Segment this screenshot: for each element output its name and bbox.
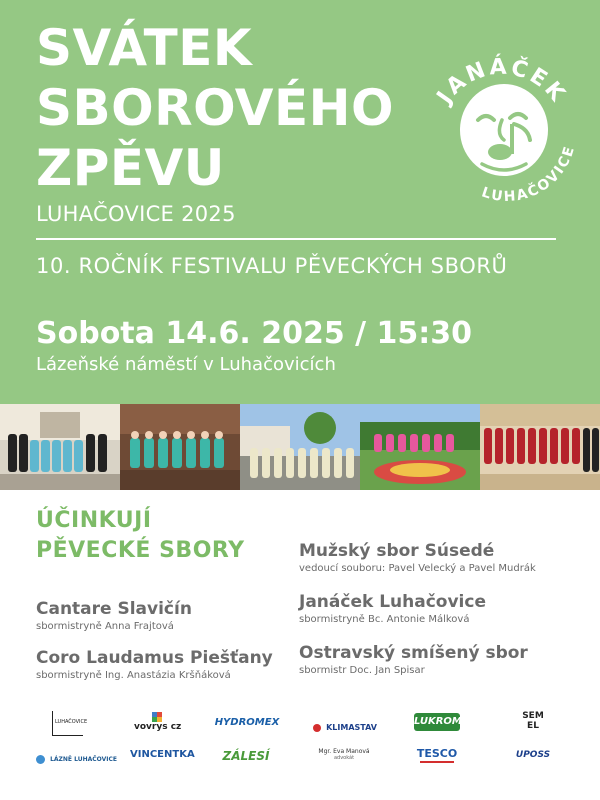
- choir-photo-5: [480, 404, 600, 490]
- vovrys-icon: [152, 712, 162, 722]
- logo-text-luhacovice: LUHAČOVICE: [479, 143, 579, 206]
- event-date-time: Sobota 14.6. 2025 / 15:30: [36, 316, 473, 351]
- sponsor-luhacovice-text: LUHAČOVICE: [55, 719, 88, 725]
- sponsor-uposs-logo: UPOSS: [515, 750, 551, 760]
- choir-leader: sbormistryně Anna Frajtová: [36, 621, 174, 632]
- sponsor-klimastav-text: KLIMASTAV: [326, 723, 377, 732]
- sponsor-manova-name: Mgr. Eva Manová: [318, 748, 370, 755]
- festival-edition: 10. ROČNÍK FESTIVALU PĚVECKÝCH SBORŮ: [36, 254, 508, 278]
- sponsor-vincentka-logo: VINCENTKA: [130, 749, 195, 760]
- event-venue: Lázeňské náměstí v Luhačovicích: [36, 354, 336, 375]
- title-line-2: SBOROVÉHO: [36, 79, 394, 137]
- lazne-icon: [36, 755, 45, 764]
- sponsor-tesco-logo: [414, 747, 460, 763]
- choir-cantare: [36, 599, 192, 632]
- face-with-music-note-icon: [418, 44, 586, 212]
- tesco-stripe: [420, 761, 454, 763]
- sponsor-semel-logo: SEM EL: [522, 711, 544, 731]
- choir-susede: [299, 541, 536, 574]
- sponsor-luhacovice-logo: [52, 711, 88, 736]
- choir-photo-1: [0, 404, 120, 490]
- sponsor-hydromex-logo: HYDROMEX: [214, 717, 280, 728]
- choir-name: Mužský sbor Súsedé: [299, 541, 495, 561]
- choir-photo-3: [240, 404, 360, 490]
- sponsor-zalesi-logo: ZÁLESÍ: [222, 749, 270, 763]
- title-line-1: SVÁTEK: [36, 19, 253, 77]
- performers-heading: [36, 506, 245, 566]
- janacek-logo: [418, 44, 586, 212]
- choir-photo-4: [360, 404, 480, 490]
- choir-leader: sbormistryně Bc. Antonie Málková: [299, 614, 470, 625]
- poster-subtitle: LUHAČOVICE 2025: [36, 202, 236, 226]
- heading-line-2: PĚVECKÉ SBORY: [36, 538, 245, 563]
- logo-text-janacek: JANÁČEK: [432, 54, 572, 109]
- choir-name: Cantare Slavičín: [36, 599, 192, 619]
- choir-name: Janáček Luhačovice: [299, 592, 486, 612]
- choir-name: Ostravský smíšený sbor: [299, 643, 528, 663]
- choir-leader: sbormistr Doc. Jan Spisar: [299, 665, 425, 676]
- choir-janacek: [299, 592, 486, 625]
- choir-leader: sbormistryně Ing. Anastázia Kršňáková: [36, 670, 231, 681]
- sponsor-lazne-text: LÁZNĚ LUHAČOVICE: [50, 756, 117, 763]
- sponsor-vovrys-text: vovrys cz: [134, 722, 182, 732]
- choir-name: Coro Laudamus Piešťany: [36, 648, 273, 668]
- photo-strip: [0, 404, 600, 490]
- choir-leader: vedoucí souboru: Pavel Velecký a Pavel Mudrák: [299, 563, 536, 574]
- klimastav-icon: [313, 724, 321, 732]
- divider-line: [36, 238, 556, 240]
- title-line-3: ZPĚVU: [36, 139, 225, 197]
- choir-photo-2: [120, 404, 240, 490]
- sponsor-lukrom-logo: LUKROM: [414, 713, 460, 731]
- heading-line-1: ÚČINKUJÍ: [36, 508, 152, 533]
- sponsor-manova-logo: [314, 748, 374, 761]
- choir-ostravsky: [299, 643, 528, 676]
- poster-title: [36, 18, 394, 198]
- sponsor-klimastav-logo: [312, 717, 378, 736]
- sponsor-vovrys-logo: [134, 712, 180, 732]
- sponsor-manova-title: advokát: [333, 755, 355, 761]
- choir-coro-laudamus: [36, 648, 273, 681]
- sponsor-lazne-logo: [36, 749, 117, 768]
- sponsor-tesco-text: TESCO: [416, 747, 458, 760]
